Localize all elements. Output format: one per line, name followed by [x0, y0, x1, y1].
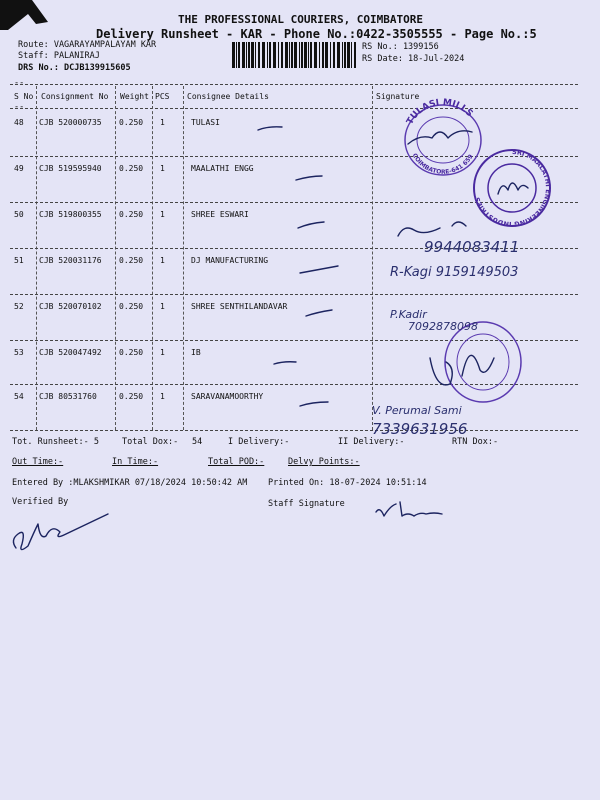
rs-date: RS Date: 18-Jul-2024 [362, 54, 465, 64]
row-consignment: CJB 520070102 [39, 302, 102, 311]
row-consignment: CJB 520000735 [39, 118, 102, 127]
row-consignee: SHREE ESWARI [191, 210, 249, 219]
stamp-tulasi-top: TULASI MILLS [405, 97, 475, 127]
separator-marks: -- [14, 102, 25, 112]
rtn-dox-label: RTN Dox:- [452, 437, 499, 447]
row-weight: 0.250 [119, 392, 144, 401]
row-weight: 0.250 [119, 302, 144, 311]
row-consignee: SARAVANAMOORTHY [191, 392, 264, 401]
total-pod-label: Total POD:- [208, 457, 265, 467]
row-sno: 51 [14, 256, 24, 265]
col-header-consignment: Consignment No [41, 92, 109, 101]
col-header-sno: S No [14, 92, 34, 101]
entered-by: Entered By :MLAKSHMIKAR 07/18/2024 10:50:42 AM [12, 478, 248, 488]
in-time-label: In Time:- [112, 457, 159, 467]
row-weight: 0.250 [119, 118, 144, 127]
col-header-signature: Signature [376, 92, 420, 101]
rs-number: RS No.: 1399156 [362, 42, 439, 52]
handwritten-entry-4: 7092878098 [408, 320, 478, 333]
col-header-weight: Weight [120, 92, 149, 101]
handwritten-phone-6: 7339631956 [372, 420, 468, 438]
handwritten-entry-3: P.Kadir [390, 308, 427, 321]
staff-signature-label: Staff Signature [268, 499, 345, 509]
row-sno: 50 [14, 210, 24, 219]
i-delivery-label: I Delivery:- [228, 437, 290, 447]
handwritten-entry-2: R-Kagi 9159149503 [390, 265, 519, 280]
row-consignment: CJB 520047492 [39, 348, 102, 357]
stamp-tulasi-bottom: COIMBATORE-641 659 [410, 152, 475, 176]
col-header-consignee: Consignee Details [187, 92, 269, 101]
row-weight: 0.250 [119, 256, 144, 265]
row-weight: 0.250 [119, 348, 144, 357]
verified-by-label: Verified By [12, 497, 69, 507]
row-consignment: CJB 520031176 [39, 256, 102, 265]
route-label: Route: VAGARAYAMPALAYAM KAR [18, 40, 157, 50]
ii-delivery-label: II Delivery:- [338, 437, 405, 447]
handwritten-phone-1: 9944083411 [424, 238, 520, 256]
row-pcs: 1 [160, 302, 165, 311]
row-pcs: 1 [160, 348, 165, 357]
row-consignee: IB [191, 348, 201, 357]
col-header-pcs: PCS [155, 92, 170, 101]
row-consignee: MAALATHI ENGG [191, 164, 254, 173]
out-time-label: Out Time:- [12, 457, 64, 467]
total-dox-label: Total Dox:- [122, 437, 179, 447]
staff-label: Staff: PALANIRAJ [18, 51, 100, 61]
row-pcs: 1 [160, 118, 165, 127]
row-weight: 0.250 [119, 164, 144, 173]
row-consignee: SHREE SENTHILANDAVAR [191, 302, 288, 311]
row-consignment: CJB 519800355 [39, 210, 102, 219]
row-pcs: 1 [160, 210, 165, 219]
row-sno: 48 [14, 118, 24, 127]
company-title: THE PROFESSIONAL COURIERS, COIMBATORE [178, 13, 424, 26]
separator-marks: -- [14, 78, 25, 88]
row-pcs: 1 [160, 256, 165, 265]
row-consignment: CJB 80531760 [39, 392, 97, 401]
total-runsheet: Tot. Runsheet:- 5 [12, 437, 99, 447]
row-weight: 0.250 [119, 210, 144, 219]
row-pcs: 1 [160, 392, 165, 401]
runsheet-subtitle: Delivery Runsheet - KAR - Phone No.:0422-3505555 - Page No.:5 [96, 27, 537, 41]
row-sno: 53 [14, 348, 24, 357]
row-consignee: DJ MANUFACTURING [191, 256, 269, 265]
row-pcs: 1 [160, 164, 165, 173]
row-sno: 54 [14, 392, 24, 401]
printed-on: Printed On: 18-07-2024 10:51:14 [268, 478, 427, 488]
row-sno: 49 [14, 164, 24, 173]
delvy-points-label: Delvy Points:- [288, 457, 360, 467]
stamp-maalathi-ring: SRI MAALATHI ENGINEERING INDUSTRIES [473, 147, 552, 229]
row-sno: 52 [14, 302, 24, 311]
row-consignment: CJB 519595940 [39, 164, 102, 173]
handwritten-entry-5: V. Perumal Sami [372, 404, 462, 417]
row-consignee: TULASI [191, 118, 220, 127]
total-dox-value: 54 [192, 437, 203, 447]
drs-number: DRS No.: DCJB139915605 [18, 63, 131, 73]
